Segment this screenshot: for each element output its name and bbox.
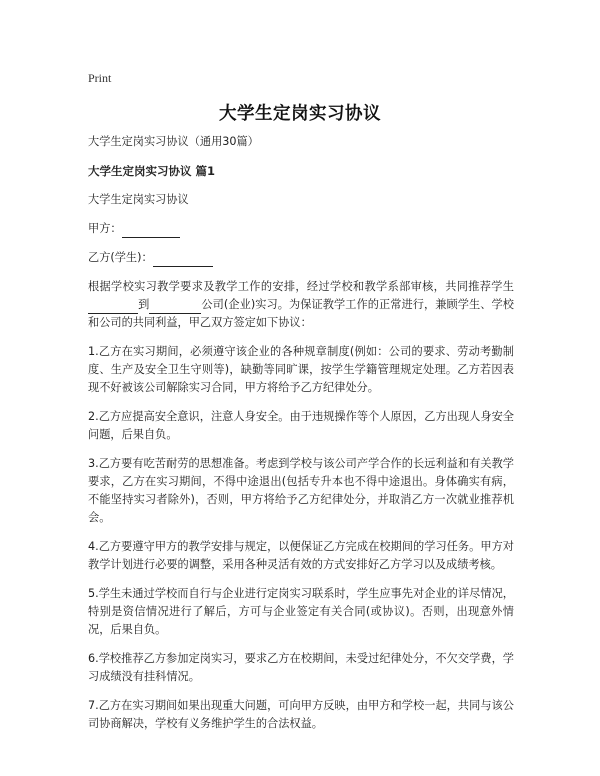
intro-part-1: 根据学校实习教学要求及教学工作的安排，经过学校和教学系部审核，共同推荐学生 bbox=[88, 280, 514, 293]
document-body bbox=[88, 133, 514, 744]
print-label[interactable]: Print bbox=[88, 71, 112, 85]
party-b-blank bbox=[153, 252, 213, 267]
clause-3: 3.乙方要有吃苦耐劳的思想准备。考虑到学校与该公司产学合作的长远利益和有关教学要求，乙方在实习期间，不得中途退出(包括专升本也不得中途退出。身体确实有病，不能坚持实习者除外)，否则，甲方将给予乙方纪律处分，并取消乙方一次就业推荐机会。 bbox=[88, 457, 514, 524]
intro-part-2: 到 bbox=[138, 298, 150, 311]
student-name-blank bbox=[88, 299, 138, 314]
clause-6: 6.学校推荐乙方参加定岗实习，要求乙方在校期间，未受过纪律处分，不欠交学费，学习成绩没有挂科情况。 bbox=[88, 652, 514, 683]
party-b-line bbox=[88, 249, 514, 267]
section-heading: 大学生定岗实习协议 篇1 bbox=[88, 164, 216, 178]
clause-5: 5.学生未通过学校而自行与企业进行定岗实习联系时，学生应事先对企业的详尽情况，特别是资信情况进行了解后，方可与企业签定有关合同(或协议)。否则，出现意外情况，后果自负。 bbox=[88, 587, 514, 636]
party-b-label: 乙方(学生)： bbox=[88, 251, 153, 264]
intro-part-3: 公司(企业)实习。为保证教学工作的正常进行，兼顾学生、学校和公司的共同利益，甲乙双方签定如下协议： bbox=[88, 298, 514, 329]
party-a-line bbox=[88, 220, 514, 238]
clause-4: 4.乙方要遵守甲方的教学安排与规定，以便保证乙方完成在校期间的学习任务。甲方对教学计划进行必要的调整，采用各种灵活有效的方式安排好乙方学习以及成绩考核。 bbox=[88, 540, 514, 571]
document-title: 大学生定岗实习协议 bbox=[219, 104, 381, 124]
clause-7: 7.乙方在实习期间如果出现重大问题，可向甲方反映，由甲方和学校一起，共同与该公司协商解决，学校有义务维护学生的合法权益。 bbox=[88, 699, 514, 730]
party-a-label: 甲方： bbox=[88, 222, 122, 235]
document-subtitle: 大学生定岗实习协议（通用30篇） bbox=[88, 135, 259, 148]
agreement-name: 大学生定岗实习协议 bbox=[88, 193, 189, 206]
company-name-blank bbox=[149, 299, 201, 314]
clause-2: 2.乙方应提高安全意识，注意人身安全。由于违规操作等个人原因，乙方出现人身安全问题，后果自负。 bbox=[88, 410, 514, 441]
party-a-blank bbox=[122, 223, 180, 238]
intro-paragraph bbox=[88, 278, 514, 332]
clause-1: 1.乙方在实习期间，必须遵守该企业的各种规章制度(例如：公司的要求、劳动考勤制度、生产及安全卫生守则等)，缺勤等同旷课，按学生学籍管理规定处理。乙方若因表现不好被该公司解除实习合同，甲方将给予乙方纪律处分。 bbox=[88, 345, 514, 394]
